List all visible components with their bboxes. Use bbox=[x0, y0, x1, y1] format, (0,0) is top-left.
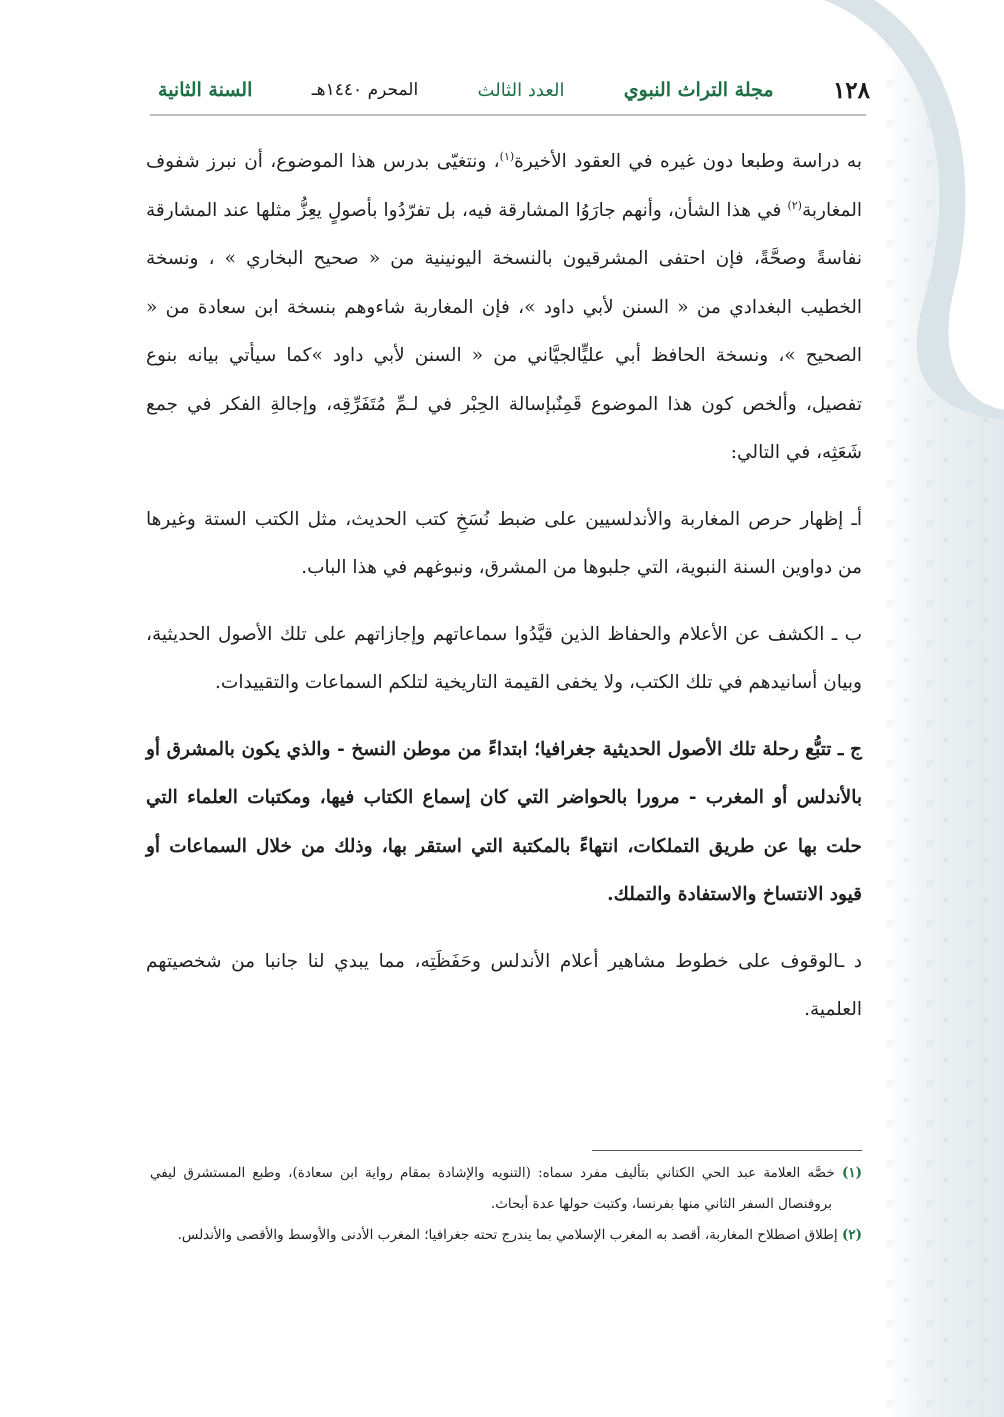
footnotes bbox=[150, 1158, 862, 1251]
intro-text-3: في هذا الشأن، وأنهم جارَوُا المشارقة فيه، بل تفرّدُوا بأصولٍ يعِزُّ مثلها عند المشارقة نفاسةً وصحَّةً، فإن احتفى المشرقيون بالنسخة اليونينية من « صحيح البخاري » ، ونسخة الخطيب البغدادي من « السنن لأبي داود »، فإن المغاربة شاءوهم بنسخة ابن سعادة من « الصحيح »، ونسخة الحافظ أبي عليٍّالجيَّاني من « السنن لأبي داود »كما سيأتي بيانه بنوع تفصيل، وألخص كون هذا الموضوع قَمِنٌبإسالة الحِبْر في لـمِّ مُتَفَرِّقِه، وإجالةِ الفكر في جمع شَعَثِه، في التالي: bbox=[146, 199, 862, 463]
journal-title: مجلة التراث النبوي bbox=[623, 79, 774, 101]
page-number: ١٢٨ bbox=[832, 76, 870, 104]
footnote-number: (١) bbox=[841, 1165, 862, 1181]
footnote-2 bbox=[150, 1220, 862, 1251]
footnote-number: (٢) bbox=[841, 1227, 862, 1243]
intro-text-2: ، ونتغيّى بدرس هذا الموضوع، أن نبرز شفوف المغاربة bbox=[146, 151, 862, 221]
list-item-b: ب ـ الكشف عن الأعلام والحفاظ الذين قيَّدُوا سماعاتهم وإجازاتهم على تلك الأصول الحديثية، وبيان أسانيدهم في تلك الكتب، ولا يخفى القيمة التاريخية لتلكم السماعات والتقييدات. bbox=[146, 623, 862, 693]
year-label: السنة الثانية bbox=[158, 79, 253, 101]
intro-paragraph bbox=[146, 138, 862, 478]
issue-date: المحرم ١٤٤٠هـ bbox=[311, 80, 419, 100]
issue-label: العدد الثالث bbox=[477, 79, 565, 101]
list-item-c: ج ـ تتبُّع رحلة تلك الأصول الحديثية جغرافيا؛ ابتداءً من موطن النسخ - والذي يكون بالمشرق أو بالأندلس أو المغرب - مرورا بالحواضر التي كان إسماع الكتاب فيها، ومكتبات العلماء التي حلت بها عن طريق التملكات، انتهاءً بالمكتبة التي استقر بها، وذلك من خلال السماعات أو قيود الانتساخ والاستفادة والتملك. bbox=[146, 738, 862, 905]
footnote-text: إطلاق اصطلاح المغاربة، أقصد به المغرب الإسلامي بما يندرج تحته جغرافيا؛ المغرب الأدنى والأوسط والأقصى والأندلس. bbox=[177, 1227, 838, 1243]
page-header bbox=[158, 70, 870, 110]
footnote-ref-2[interactable]: (٢) bbox=[787, 198, 802, 212]
footnote-divider bbox=[592, 1150, 862, 1151]
footnote-ref-1[interactable]: (١) bbox=[499, 149, 515, 163]
list-item-a: أـ إظهار حرص المغاربة والأندلسيين على ضبط نُسَخِ كتب الحديث، مثل الكتب الستة وغيرها من دواوين السنة النبوية، التي جلبوها من المشرق، ونبوغهم في هذا الباب. bbox=[146, 508, 862, 578]
header-divider bbox=[150, 114, 866, 116]
intro-text-1: به دراسة وطبعا دون غيره في العقود الأخيرة bbox=[514, 151, 862, 172]
list-item-d: د ـالوقوف على خطوط مشاهير أعلام الأندلس وحَفَظَتِه، مما يبدي لنا جانبا من شخصيتهم العلمية. bbox=[146, 950, 863, 1020]
footnote-1 bbox=[150, 1158, 862, 1220]
article-body bbox=[146, 138, 862, 1053]
footnote-text: خصَّه العلامة عبد الحي الكتاني بتأليف مفرد سماه: (التنويه والإشادة بمقام رواية ابن سعادة)، وطبع المستشرق ليفي بروفنصال السفر الثاني منها بفرنسا، وكتبت حولها عدة أبحاث. bbox=[150, 1165, 835, 1212]
